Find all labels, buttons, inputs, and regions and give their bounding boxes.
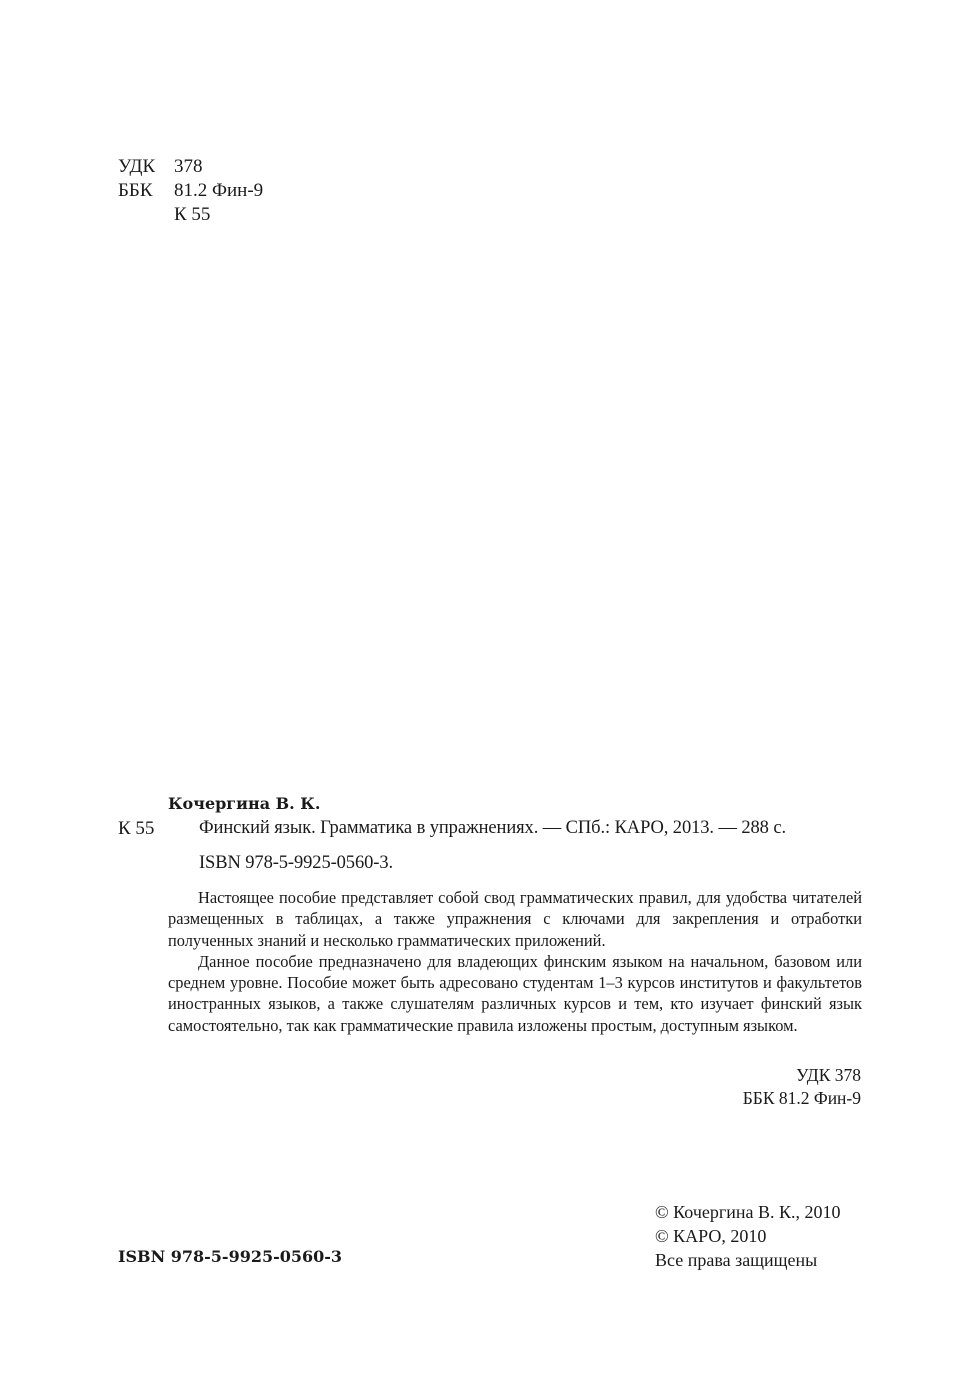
cutter-value: К 55	[174, 204, 211, 225]
cutter-mark: К 55	[118, 818, 155, 839]
copyright-block	[655, 1200, 841, 1272]
isbn-line: ISBN 978-5-9925-0560-3.	[199, 853, 393, 873]
bbk-label: ББК	[118, 180, 153, 201]
udk-value: 378	[174, 156, 203, 177]
udk-label: УДК	[118, 156, 156, 177]
bbk-value: 81.2 Фин-9	[174, 180, 264, 201]
copyright-publisher: © КАРО, 2010	[655, 1226, 767, 1246]
udk-right: УДК 378	[796, 1065, 861, 1085]
annotation-paragraph-1: Настоящее пособие представляет собой свод грамматических правил, для удобства читателей размещенных в таблицах, а также упражнения с ключами для закрепления и отработки полученных знаний и несколько грамматических приложений.	[168, 888, 862, 950]
annotation	[168, 887, 862, 1036]
bbk-line	[118, 179, 263, 203]
copyright-author: © Кочергина В. К., 2010	[655, 1202, 841, 1222]
cutter-line	[118, 203, 263, 227]
isbn-bold: ISBN 978-5-9925-0560-3	[118, 1247, 343, 1266]
annotation-paragraph-2: Данное пособие предназначено для владеющих финским языком на начальном, базовом или среднем уровне. Пособие может быть адресовано студентам 1–3 курсов институтов и факультетов иностранных языков, а также слушателям различных курсов и тем, кто изучает финский язык самостоятельно, так как грамматические правила изложены простым, доступным языком.	[168, 951, 862, 1035]
rights-reserved: Все права защищены	[655, 1250, 818, 1270]
top-classification	[118, 155, 263, 227]
right-classification	[743, 1064, 861, 1110]
bbk-right: ББК 81.2 Фин-9	[742, 1088, 861, 1108]
udk-line	[118, 155, 263, 179]
book-title-line: Финский язык. Грамматика в упражнениях. — СПб.: КАРО, 2013. — 288 с.	[199, 818, 786, 838]
author-name: Кочергина В. К.	[168, 794, 321, 813]
